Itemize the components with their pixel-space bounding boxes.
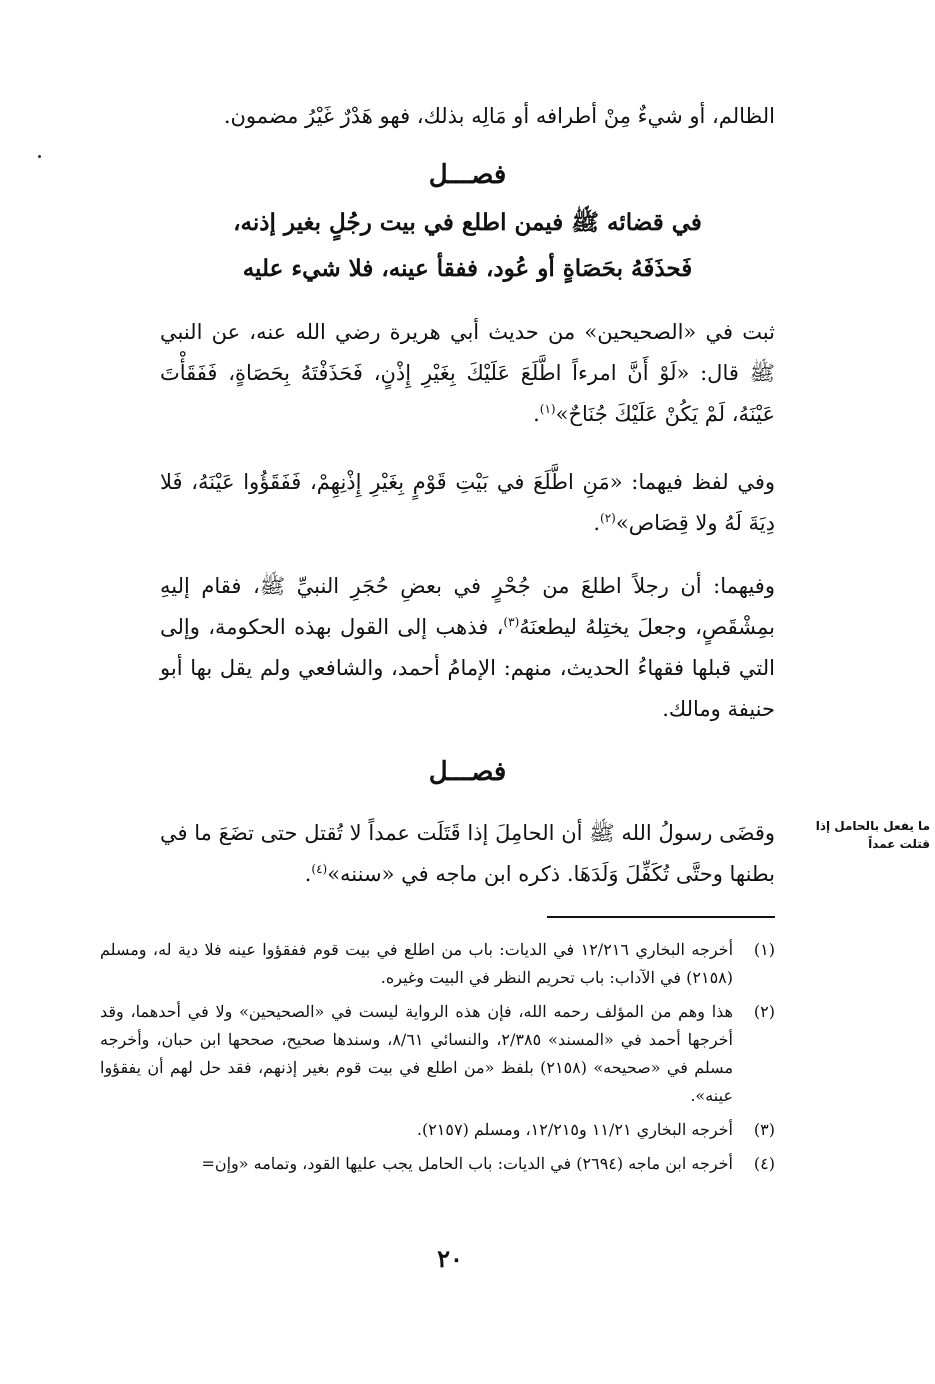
footnote-1 <box>100 936 775 992</box>
paragraph-3-text-before: وفيهما: أن رجلاً اطلعَ من جُحْرٍ في بعضِ حُجَرِ النبيِّ ﷺ، فقام إليهِ بمِشْقَصٍ، وجعلَ يختِلهُ ليطعنَهُ <box>160 574 776 639</box>
paragraph-1 <box>160 312 775 435</box>
footnote-2 <box>100 998 775 1110</box>
paragraph-2-text: وفي لفظ فيهما: «مَنِ اطَّلَعَ في بَيْتِ قَوْمٍ بِغَيْرِ إِذْنِهِمْ، فَفَقَؤُوا عَيْنَهُ، فَلا دِيَةَ لَهُ ولا قِصَاص» <box>160 470 775 535</box>
section-heading-1: فصـــل <box>428 160 507 190</box>
footnote-number: (٤) <box>753 1154 775 1173</box>
footnote-ref-3[interactable]: (٣) <box>503 615 520 629</box>
footnote-ref-1[interactable]: (١) <box>539 402 556 416</box>
opening-line: الظالم، أو شيءٌ مِنْ أطرافه أو مَالِه بذلك، فهو هَدْرٌ غَيْرُ مضمون. <box>223 104 775 128</box>
footnote-text: أخرجه البخاري ١١/٢١ و١٢/٢١٥، ومسلم (٢١٥٧). <box>416 1120 733 1139</box>
footnote-ref-4[interactable]: (٤) <box>311 862 328 876</box>
scan-speck <box>38 155 41 158</box>
footnote-text: هذا وهم من المؤلف رحمه الله، فإن هذه الرواية ليست في «الصحيحين» ولا في أحدهما، وقد أخرجها أحمد في «المسند» ٢/٣٨٥، والنسائي ٨/٦١، وسندها صحيح، صححها ابن حبان، وأخرجه مسلم في «صحيحه» (٢١٥٨) بلفظ «من اطلع في بيت قوم بغير إذنهم، فقد حل لهم أن يفقؤوا عينه». <box>100 1002 734 1105</box>
paragraph-1-text: ثبت في «الصحيحين» من حديث أبي هريرة رضي الله عنه، عن النبي ﷺ قال: «لَوْ أَنَّ امرءاً اطَّلَعَ عَلَيْكَ بِغَيْرِ إِذْنٍ، فَحَذَفْتَهُ بِحَصَاةٍ، فَفَقَأْتَ عَيْنَهُ، لَمْ يَكُنْ عَلَيْكَ جُنَاحٌ» <box>160 320 775 426</box>
paragraph-4-text: وقضَى رسولُ الله ﷺ أن الحامِلَ إذا قَتَلَت عمداً لا تُقتل حتى تضَعَ ما في بطنها وحتَّى تُكَفِّلَ وَلَدَهَا. ذكره ابن ماجه في «سننه» <box>160 821 775 886</box>
footnote-4 <box>100 1150 775 1178</box>
footnote-text: أخرجه ابن ماجه (٢٦٩٤) في الديات: باب الحامل يجب عليها القود، وتمامه «وإن= <box>201 1154 733 1173</box>
footnote-number: (١) <box>753 940 775 959</box>
margin-note: ما يفعل بالحامل إذا قتلت عمداً <box>815 819 930 851</box>
footnote-divider <box>547 916 775 918</box>
footnote-number: (٢) <box>753 1002 775 1021</box>
footnote-text: أخرجه البخاري ١٢/٢١٦ في الديات: باب من اطلع في بيت قوم ففقؤوا عينه فلا دية له، ومسلم (٢١٥٨) في الآداب: باب تحريم النظر في البيت وغيره. <box>100 940 734 987</box>
paragraph-4-tail: . <box>304 862 312 886</box>
paragraph-2 <box>160 462 775 544</box>
paragraph-3 <box>160 566 775 730</box>
footnote-ref-2[interactable]: (٢) <box>600 511 616 525</box>
paragraph-4 <box>160 813 775 895</box>
footnote-3 <box>100 1116 775 1144</box>
chapter-title: في قضائه ﷺ فيمن اطلع في بيت رجُلٍ بغير إذنه، فَحذَفَهُ بحَصَاةٍ أو عُود، ففقأ عينه، فلا شيء عليه <box>233 209 702 282</box>
footnotes <box>100 936 775 1184</box>
paragraph-2-tail: . <box>593 511 601 535</box>
section-heading-2: فصـــل <box>428 757 507 787</box>
footnote-number: (٣) <box>753 1120 775 1139</box>
page-number: ٢٠ <box>437 1244 463 1273</box>
paragraph-3-text-after: ، فذهب إلى القول بهذه الحكومة، وإلى التي قبلها فقهاءُ الحديث، منهم: الإمامُ أحمد، والشافعي ولم يقل بها أبو حنيفة ومالك. <box>160 615 775 721</box>
paragraph-1-tail: . <box>533 402 540 426</box>
